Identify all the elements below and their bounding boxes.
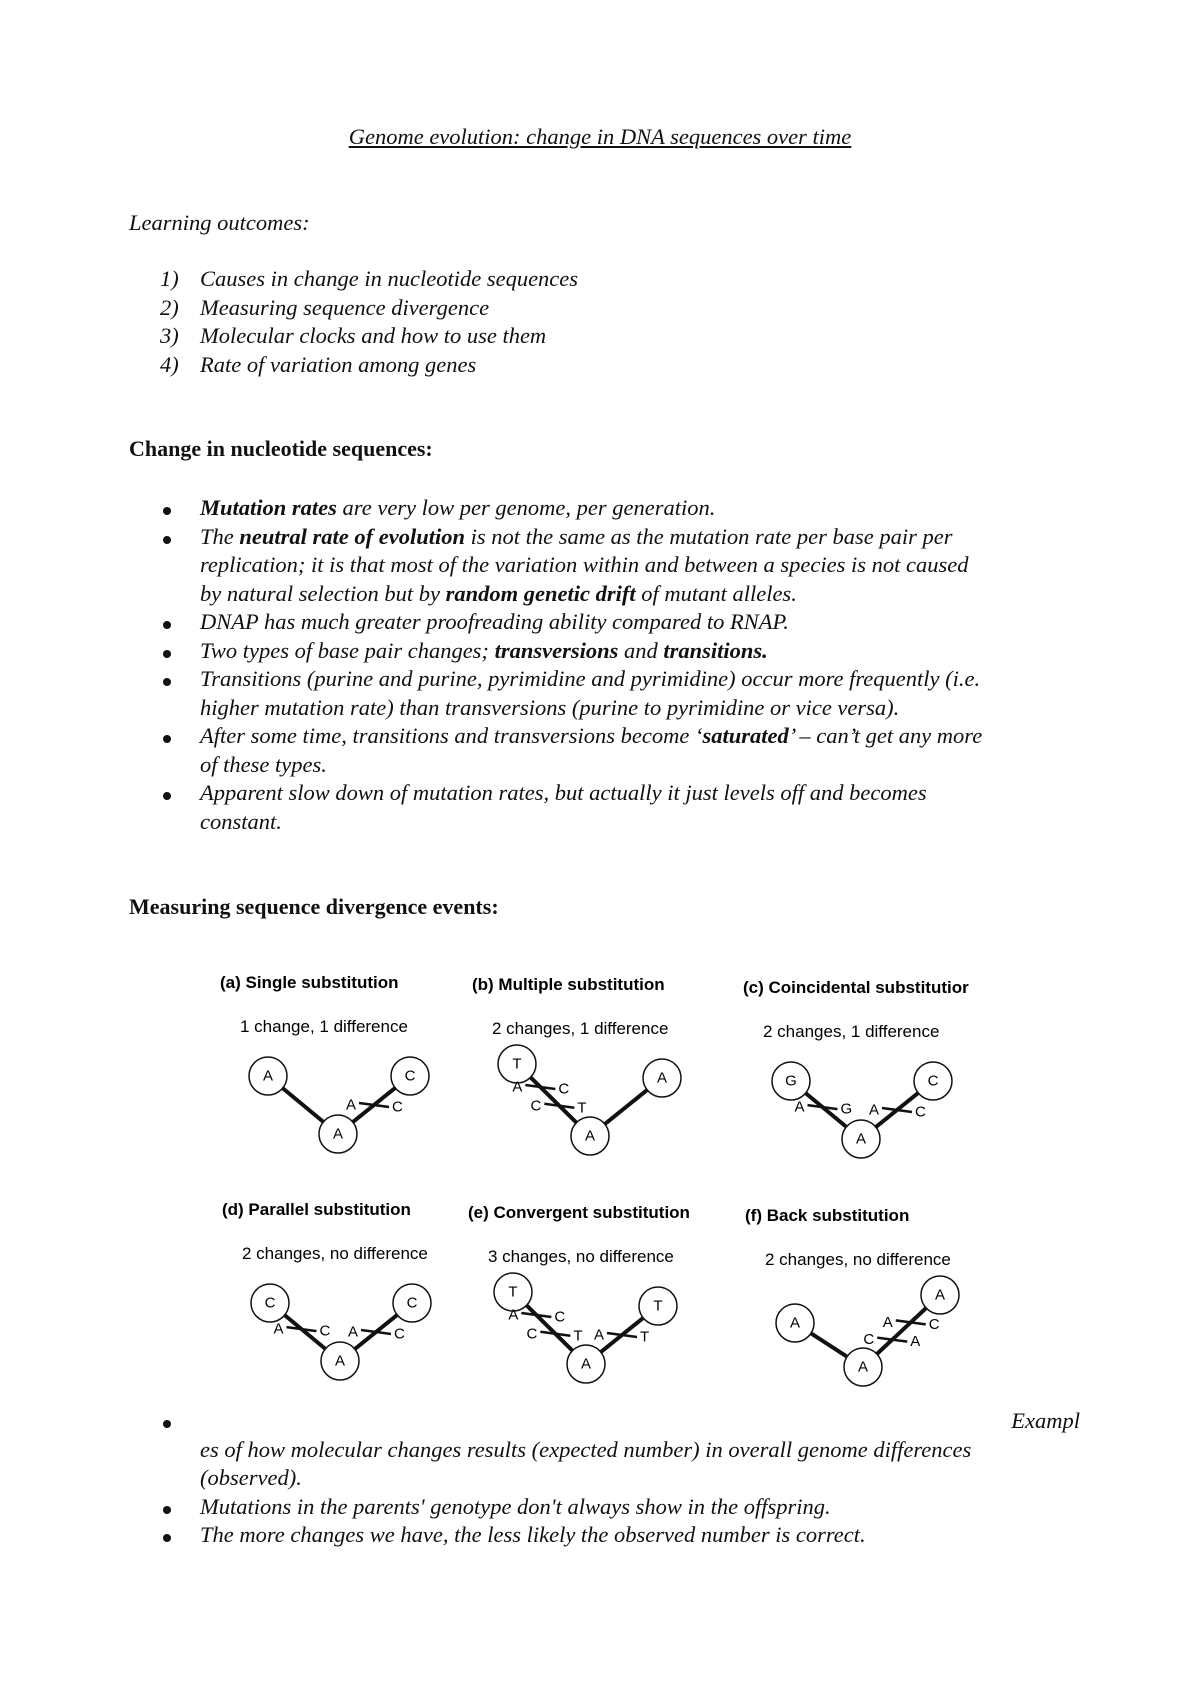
base-before: A xyxy=(508,1306,519,1324)
left-branch xyxy=(283,1088,324,1122)
bullet-line: (observed). xyxy=(200,1465,302,1490)
base-after: C xyxy=(554,1308,566,1326)
node-base-label: C xyxy=(406,1294,418,1312)
panel-title: (b) Multiple substitution xyxy=(472,975,665,994)
bullet-line: Mutations in the parents' genotype don't always show in the offspring. xyxy=(200,1493,831,1519)
outcome-item: Rate of variation among genes xyxy=(200,351,477,377)
base-before: C xyxy=(863,1331,875,1349)
left-branch xyxy=(811,1333,847,1356)
base-after: C xyxy=(928,1315,940,1333)
base-before: A xyxy=(868,1101,879,1119)
panel-title: (d) Parallel substitution xyxy=(222,1200,411,1219)
right-branch xyxy=(605,1090,647,1124)
outcome-number: 4) xyxy=(160,351,179,377)
base-before: C xyxy=(526,1325,538,1343)
base-after: T xyxy=(573,1327,583,1345)
base-after: C xyxy=(915,1103,926,1121)
learning-outcomes-label: Learning outcomes: xyxy=(129,210,310,235)
text-segment: are very low per genome, per generation. xyxy=(336,495,716,520)
text-segment: DNAP has much greater proofreading ability compared to RNAP. xyxy=(200,609,789,634)
panel-subtitle: 2 changes, 1 difference xyxy=(492,1019,669,1038)
panel-subtitle: 2 changes, 1 difference xyxy=(763,1022,940,1041)
node-base-label: A xyxy=(580,1355,592,1373)
base-after: C xyxy=(392,1098,403,1116)
node-base-label: A xyxy=(857,1358,869,1376)
panel-subtitle: 3 changes, no difference xyxy=(488,1247,674,1266)
text-segment: The xyxy=(200,523,240,549)
bold-term: transversions xyxy=(494,637,619,663)
text-segment: ’ – can’t get any more xyxy=(788,723,983,748)
base-after: G xyxy=(840,1100,853,1118)
section-heading-sequence-divergence: Measuring sequence divergence events: xyxy=(129,894,499,919)
node-base-label: A xyxy=(584,1127,596,1145)
node-base-label: G xyxy=(785,1072,797,1090)
text-segment: of these types. xyxy=(200,751,327,777)
panel-subtitle: 2 changes, no difference xyxy=(765,1250,951,1269)
node-base-label: A xyxy=(934,1286,946,1304)
node-base-label: C xyxy=(927,1072,939,1090)
panel-f xyxy=(745,1206,959,1386)
bullet-line: Exampl xyxy=(1011,1408,1080,1433)
base-after: C xyxy=(558,1080,570,1098)
panel-title: (c) Coincidental substitutior xyxy=(743,978,969,997)
base-after: C xyxy=(394,1325,405,1343)
bold-term: Mutation rates xyxy=(200,495,337,520)
panel-e xyxy=(468,1203,690,1383)
bold-term: neutral rate of evolution xyxy=(239,523,466,549)
base-before: A xyxy=(794,1098,805,1116)
panel-subtitle: 1 change, 1 difference xyxy=(240,1017,408,1036)
base-before: A xyxy=(345,1096,356,1114)
outcome-number: 3) xyxy=(160,323,179,348)
text-segment: constant. xyxy=(200,808,282,834)
outcome-number: 1) xyxy=(160,266,179,291)
outcome-item: Molecular clocks and how to use them xyxy=(200,323,547,348)
text-segment: is not the same as the mutation rate per base pair per xyxy=(465,523,953,549)
node-base-label: A xyxy=(789,1314,801,1332)
node-base-label: C xyxy=(264,1294,276,1312)
outcome-item: Causes in change in nucleotide sequences xyxy=(200,266,579,291)
panel-title: (e) Convergent substitution xyxy=(468,1203,690,1222)
node-base-label: A xyxy=(855,1130,867,1148)
node-base-label: T xyxy=(512,1055,522,1073)
panel-subtitle: 2 changes, no difference xyxy=(242,1244,428,1263)
text-segment: and xyxy=(618,637,664,663)
text-segment: of mutant alleles. xyxy=(635,580,797,606)
node-base-label: A xyxy=(656,1069,668,1087)
text-segment: Transitions (purine and purine, pyrimidine and pyrimidine) occur more frequently (i.e. xyxy=(200,666,981,691)
panel-c xyxy=(743,978,969,1158)
base-before: A xyxy=(882,1313,893,1331)
node-base-label: A xyxy=(334,1352,346,1370)
base-after: T xyxy=(577,1099,587,1117)
panel-a xyxy=(220,973,429,1153)
base-before: A xyxy=(593,1326,604,1344)
base-before: C xyxy=(530,1097,542,1115)
text-segment: replication; it is that most of the variation within and between a species is not caused xyxy=(200,552,969,577)
base-before: A xyxy=(273,1320,284,1338)
base-after: A xyxy=(910,1333,921,1351)
bold-term: transitions. xyxy=(663,637,768,663)
node-base-label: A xyxy=(332,1125,344,1143)
bullet-icon xyxy=(163,1420,171,1428)
panel-b xyxy=(472,975,681,1155)
panel-title: (f) Back substitution xyxy=(745,1206,910,1225)
bullet-line: es of how molecular changes results (expected number) in overall genome differences xyxy=(200,1436,972,1462)
base-before: A xyxy=(347,1323,358,1341)
panel-d xyxy=(222,1200,431,1380)
node-base-label: T xyxy=(653,1297,663,1315)
text-segment: Apparent slow down of mutation rates, but actually it just levels off and becomes xyxy=(200,780,927,805)
bullet-line: The more changes we have, the less likely the observed number is correct. xyxy=(200,1522,866,1547)
text-segment: After some time, transitions and transversions become ‘ xyxy=(200,723,703,748)
panel-title: (a) Single substitution xyxy=(220,973,399,992)
document-title: Genome evolution: change in DNA sequences over time xyxy=(348,124,852,149)
outcome-number: 2) xyxy=(160,294,179,320)
text-segment: by natural selection but by xyxy=(200,580,446,606)
outcome-item: Measuring sequence divergence xyxy=(200,294,490,320)
bullet-icon xyxy=(163,1506,171,1514)
text-segment: higher mutation rate) than transversions (purine to pyrimidine or vice versa). xyxy=(200,694,900,720)
bold-term: saturated xyxy=(702,723,789,748)
bullet-icon xyxy=(163,1534,171,1542)
base-after: T xyxy=(640,1328,650,1346)
bold-term: random genetic drift xyxy=(445,580,636,606)
node-base-label: A xyxy=(262,1067,274,1085)
node-base-label: C xyxy=(404,1067,416,1085)
node-base-label: T xyxy=(508,1283,518,1301)
base-before: A xyxy=(512,1078,523,1096)
base-after: C xyxy=(319,1322,331,1340)
section-heading-nucleotide-changes: Change in nucleotide sequences: xyxy=(129,436,433,461)
text-segment: Two types of base pair changes; xyxy=(200,637,495,663)
